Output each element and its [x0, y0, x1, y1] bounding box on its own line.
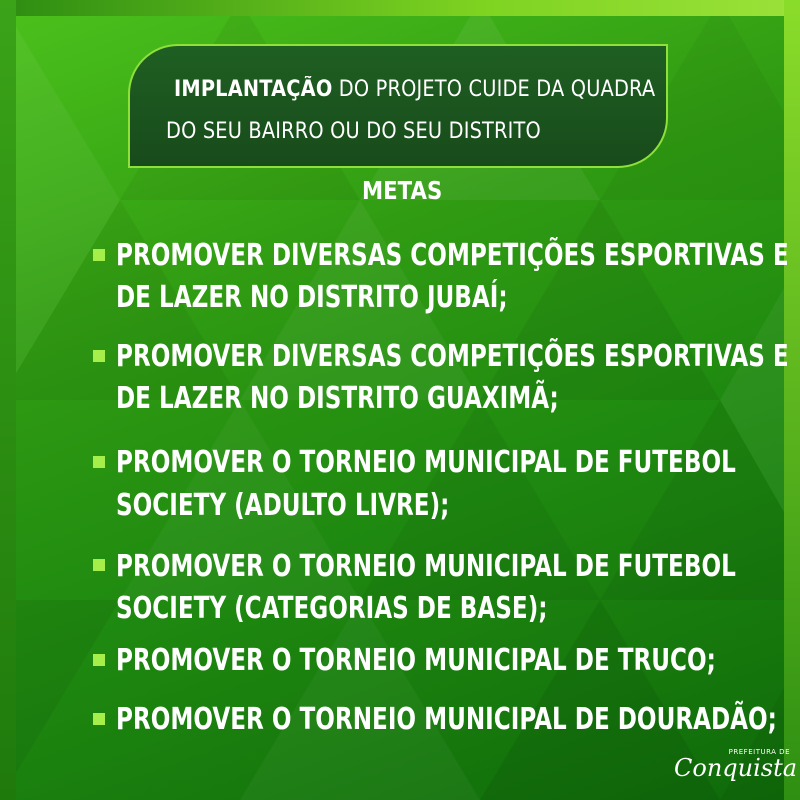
goal-4-line-1: PROMOVER O TORNEIO MUNICIPAL DE FUTEBOL	[116, 549, 736, 584]
bullet-icon	[93, 654, 105, 666]
prefeitura-conquista-logo	[670, 748, 798, 788]
goal-3-line-1: PROMOVER O TORNEIO MUNICIPAL DE FUTEBOL	[116, 445, 736, 480]
bullet-icon	[93, 456, 105, 468]
bullet-icon	[93, 249, 105, 261]
goal-4-line-2: SOCIETY (CATEGORIAS DE BASE);	[116, 591, 548, 626]
bullet-icon	[93, 559, 105, 571]
goal-3-line-2: SOCIETY (ADULTO LIVRE);	[116, 488, 450, 523]
logo-main-text: Conquista	[674, 754, 798, 782]
bullet-icon	[93, 350, 105, 362]
header-line-1-text: DO PROJETO CUIDE DA QUADRA	[332, 77, 656, 102]
goal-1-line-2: DE LAZER NO DISTRITO JUBAÍ;	[116, 280, 508, 315]
goal-6-line-1: PROMOVER O TORNEIO MUNICIPAL DE DOURADÃO;	[116, 702, 777, 737]
logo-small-text: PREFEITURA DE	[728, 748, 790, 756]
section-title: METAS	[362, 176, 443, 205]
header-line-2: DO SEU BAIRRO OU DO SEU DISTRITO	[166, 119, 541, 144]
bullet-icon	[93, 713, 105, 725]
goal-1-line-1: PROMOVER DIVERSAS COMPETIÇÕES ESPORTIVAS E	[116, 238, 789, 273]
goal-2-line-2: DE LAZER NO DISTRITO GUAXIMÃ;	[116, 381, 559, 416]
goal-2-line-1: PROMOVER DIVERSAS COMPETIÇÕES ESPORTIVAS E	[116, 339, 789, 374]
header-bold-word: IMPLANTAÇÃO	[174, 77, 333, 102]
goal-5-line-1: PROMOVER O TORNEIO MUNICIPAL DE TRUCO;	[116, 643, 716, 678]
